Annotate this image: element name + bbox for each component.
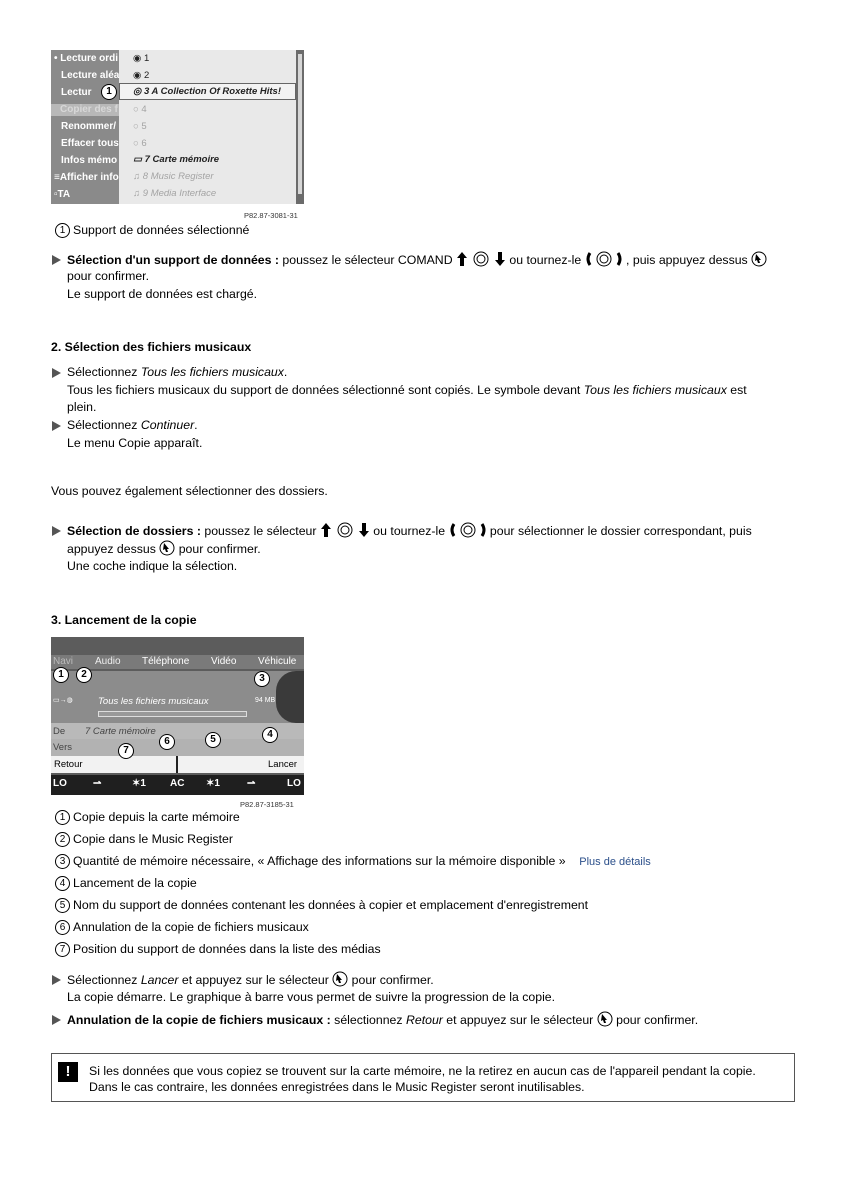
bullet-arrow-icon: [52, 1015, 61, 1025]
all-music-label: Tous les fichiers musicaux: [98, 696, 209, 707]
to-label: Vers: [53, 742, 73, 753]
music-register-icon: ♫: [133, 171, 143, 182]
step-select-folders: Sélection de dossiers : poussez le sélecteur ou tournez-le pour sélectionner le dossier correspondant, puis: [67, 522, 752, 543]
push-controller-icon: [456, 251, 506, 272]
tab-video: Vidéo: [211, 656, 237, 667]
ac-label: AC: [170, 778, 185, 789]
copy-from-to-icon: ▭→◍: [53, 697, 73, 704]
legend-item: 6 Annulation de la copie de fichiers musicaux: [55, 919, 309, 936]
legend-item: 7 Position du support de données dans la liste des médias: [55, 941, 381, 958]
menu-item: Lectur: [61, 87, 92, 98]
legend-item: 3 Quantité de mémoire nécessaire, « Affichage des informations sur la mémoire disponible » Plus de détails: [55, 853, 651, 871]
menu-item: Infos mémo: [61, 155, 118, 166]
callout-4: 4: [262, 727, 278, 743]
image-caption: P82.87-3185-31: [240, 800, 294, 809]
radio-empty-icon: ○: [133, 121, 142, 132]
scrollbar-thumb: [298, 54, 302, 194]
step-text: Sélectionnez Lancer et appuyez sur le sélecteur pour confirmer.: [67, 971, 434, 992]
cd-icon: ◎: [133, 86, 144, 97]
seat-heat-icon: ⇀: [93, 778, 102, 789]
source-item-9: ♫ 9 Media Interface: [133, 188, 217, 199]
step-text: Sélectionnez Tous les fichiers musicaux.: [67, 365, 288, 379]
radio-empty-icon: ○: [133, 104, 142, 115]
source-item-2: ◉ 2: [133, 70, 150, 81]
temp-left: LO: [53, 778, 67, 789]
callout-7: 7: [118, 743, 134, 759]
menu-item: Renommer/: [61, 121, 117, 132]
legend-item: 5 Nom du support de données contenant les données à copier et emplacement d'enregistrement: [55, 897, 588, 914]
menu-item: ▫TA: [54, 189, 71, 200]
memory-size: 94 MB: [255, 697, 276, 704]
source-item-5: ○ 5: [133, 121, 147, 132]
callout-3: 3: [254, 671, 270, 687]
memory-card-icon: ▭: [133, 154, 145, 165]
step-text: appuyez dessus pour confirmer.: [67, 540, 261, 561]
image-caption: P82.87-3081-31: [244, 211, 298, 220]
more-details-link[interactable]: Plus de détails: [579, 856, 651, 868]
tab-vehicule: Véhicule: [258, 656, 297, 667]
step-text: Tous les fichiers musicaux du support de données sélectionné sont copiés. Le symbole devant Tous les fichiers musicaux est: [67, 383, 747, 397]
step-text: Une coche indique la sélection.: [67, 559, 238, 573]
number-badge: 1: [55, 223, 70, 238]
rotate-controller-icon: [449, 522, 487, 543]
seat-heat-icon: ⇀: [247, 778, 256, 789]
progress-bar: [98, 711, 247, 717]
menu-item: ≡Afficher info: [54, 172, 119, 183]
from-value: 7 Carte mémoire: [85, 726, 156, 737]
radio-selected-icon: ◉: [133, 70, 144, 81]
button-divider: [176, 756, 178, 773]
tab-navi: Navi: [53, 656, 74, 667]
step-select-media: Sélection d'un support de données : poussez le sélecteur COMAND ou tournez-le , puis appuyez dessus: [67, 251, 767, 272]
radio-selected-icon: ◉: [133, 53, 144, 64]
menu-item: Effacer tous: [61, 138, 119, 149]
warning-text: Si les données que vous copiez se trouvent sur la carte mémoire, ne la retirez en aucun cas de l'appareil pendant la copie.: [89, 1064, 756, 1078]
radio-empty-icon: ○: [133, 138, 142, 149]
bullet-arrow-icon: [52, 255, 61, 265]
warning-icon: !: [58, 1062, 78, 1082]
menu-item: Lecture aléa: [61, 70, 120, 81]
dial-shape: [276, 671, 304, 723]
callout-2: 2: [76, 667, 92, 683]
press-controller-icon: [751, 251, 767, 272]
step-text: Le menu Copie apparaît.: [67, 436, 203, 450]
legend-item: 1 Copie depuis la carte mémoire: [55, 809, 240, 826]
source-item-7: ▭ 7 Carte mémoire: [133, 154, 220, 165]
step-text: pour confirmer.: [67, 269, 150, 283]
callout-1: 1: [101, 84, 117, 100]
section-heading: 3. Lancement de la copie: [51, 613, 197, 627]
bullet-arrow-icon: [52, 421, 61, 431]
step-cancel-copy: Annulation de la copie de fichiers musicaux : sélectionnez Retour et appuyez sur le sélecteur pour confirmer.: [67, 1011, 698, 1032]
media-selection-screenshot: [51, 50, 304, 204]
bullet-arrow-icon: [52, 368, 61, 378]
temp-right: LO: [287, 778, 301, 789]
callout-5: 5: [205, 732, 221, 748]
legend-item-1: 1 Support de données sélectionné: [55, 222, 249, 239]
section-heading: 2. Sélection des fichiers musicaux: [51, 340, 252, 354]
back-button: Retour: [54, 759, 83, 770]
bullet-arrow-icon: [52, 975, 61, 985]
step-text: Sélectionnez Continuer.: [67, 418, 198, 432]
menu-item: • Lecture ordi: [54, 53, 119, 64]
callout-6: 6: [159, 734, 175, 750]
from-label: De: [53, 726, 66, 737]
source-item-1: ◉ 1: [133, 53, 150, 64]
menu-item-highlighted: Copier des f: [51, 104, 119, 116]
push-controller-icon: [320, 522, 370, 543]
source-item-6: ○ 6: [133, 138, 147, 149]
tab-telephone: Téléphone: [142, 656, 190, 667]
callout-1: 1: [53, 667, 69, 683]
rotate-controller-icon: [585, 251, 623, 272]
step-text: plein.: [67, 400, 97, 414]
warning-text: Dans le cas contraire, les données enregistrées dans le Music Register seront inutilisables.: [89, 1080, 585, 1094]
paragraph: Vous pouvez également sélectionner des dossiers.: [51, 484, 328, 498]
source-item-8: ♫ 8 Music Register: [133, 171, 214, 182]
legend-item: 2 Copie dans le Music Register: [55, 831, 233, 848]
step-text: Le support de données est chargé.: [67, 287, 258, 301]
fan-right: ✶1: [206, 778, 220, 789]
source-item-4: ○ 4: [133, 104, 147, 115]
step-text: La copie démarre. Le graphique à barre vous permet de suivre la progression de la copie.: [67, 990, 556, 1004]
warning-box: [51, 1053, 795, 1102]
bullet-arrow-icon: [52, 526, 61, 536]
tab-audio: Audio: [95, 656, 121, 667]
start-button: Lancer: [268, 759, 298, 770]
press-controller-icon: [597, 1011, 613, 1032]
source-list: [119, 50, 296, 204]
legend-item: 4 Lancement de la copie: [55, 875, 197, 892]
fan-left: ✶1: [132, 778, 146, 789]
source-item-3: ◎ 3 A Collection Of Roxette Hits!: [133, 86, 281, 97]
media-interface-icon: ♫: [133, 188, 143, 199]
copy-menu-screenshot: [51, 637, 304, 795]
